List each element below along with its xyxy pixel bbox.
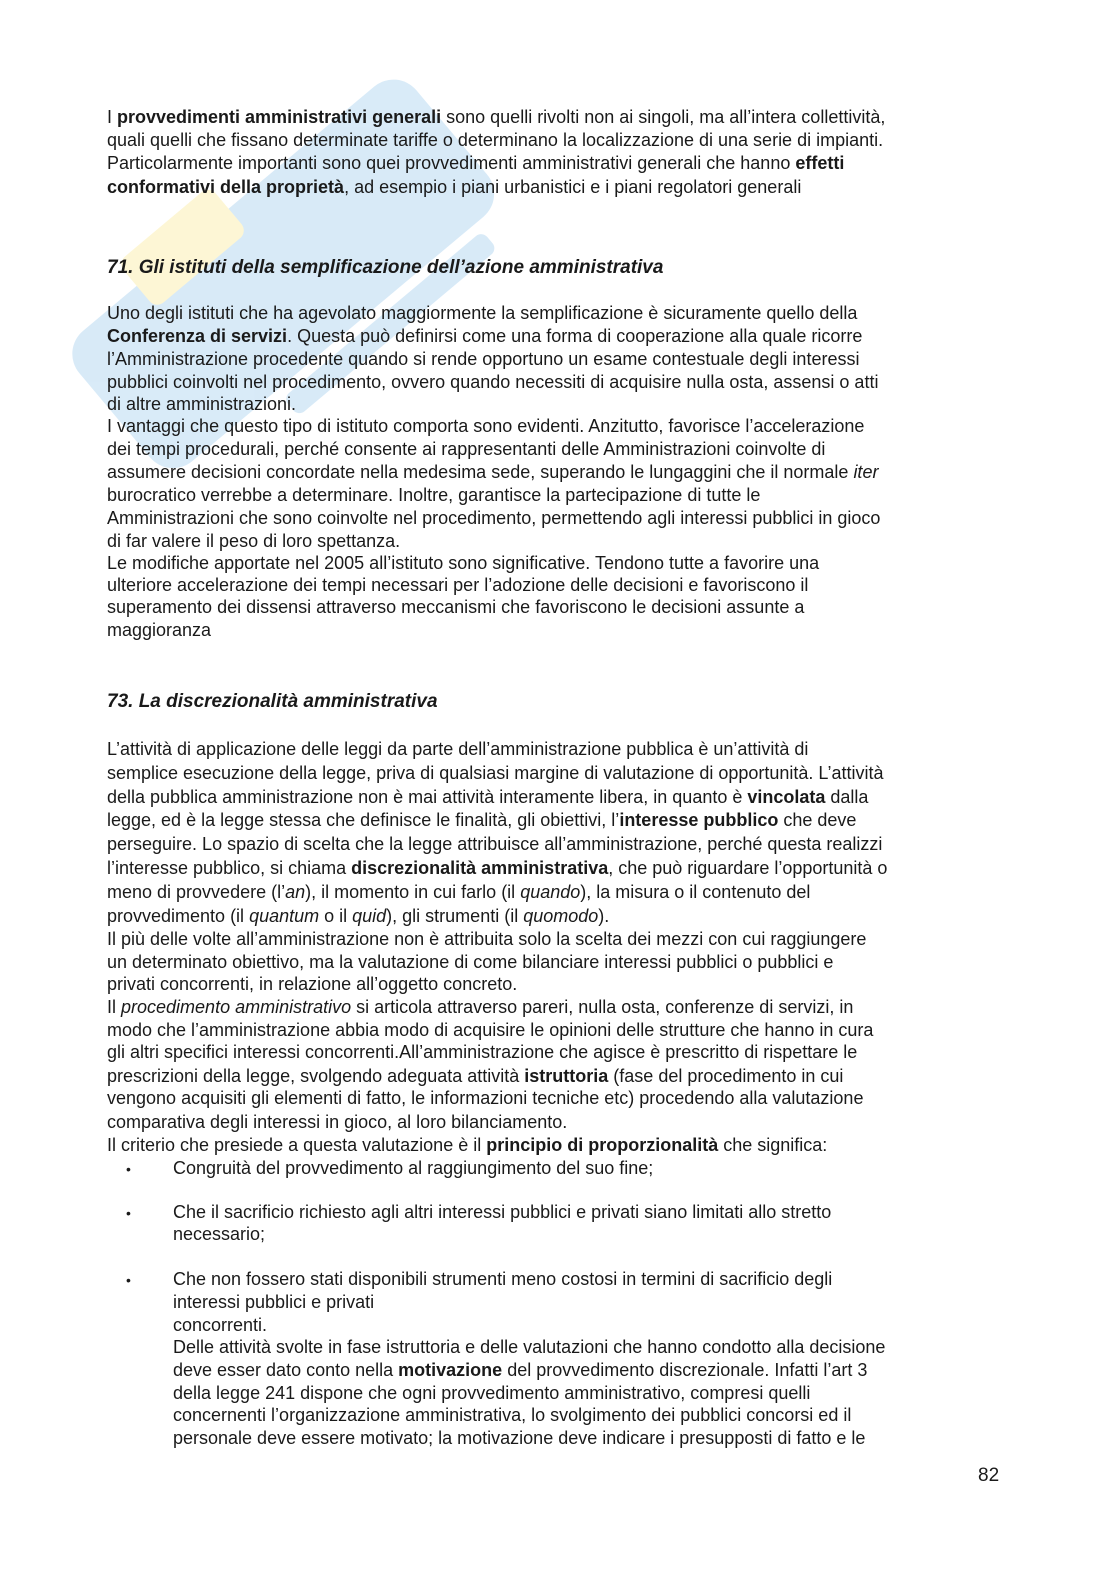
bold-text: discrezionalità amministrativa bbox=[351, 858, 609, 878]
text-span: ), la misura o il contenuto del bbox=[580, 882, 811, 902]
text-line bbox=[107, 738, 808, 760]
text-span: burocratico verrebbe a determinare. Inoltre, garantisce la partecipazione di tutte le bbox=[107, 485, 761, 505]
text-line bbox=[107, 809, 856, 831]
text-line bbox=[107, 415, 864, 437]
text-span: ), il momento in cui farlo (il bbox=[305, 882, 521, 902]
text-line bbox=[173, 1268, 832, 1290]
text-line bbox=[107, 973, 517, 995]
text-span: , che può riguardare l’opportunità o bbox=[608, 858, 888, 878]
italic-text: an bbox=[285, 882, 306, 902]
text-line bbox=[107, 905, 609, 927]
text-span: o il bbox=[319, 906, 353, 926]
text-span: concorrenti. bbox=[173, 1315, 268, 1335]
text-span: , ad esempio i piani urbanistici e i piani regolatori generali bbox=[344, 177, 802, 197]
text-span: concernenti l’organizzazione amministrativa, lo svolgimento dei pubblici concorsi ed il bbox=[173, 1405, 852, 1425]
text-span: provvedimento (il bbox=[107, 906, 250, 926]
text-span: privati concorrenti, in relazione all’oggetto concreto. bbox=[107, 974, 518, 994]
text-line bbox=[107, 951, 833, 973]
text-span: deve esser dato conto nella bbox=[173, 1360, 399, 1380]
text-span: di far valere il peso di loro spettanza. bbox=[107, 531, 401, 551]
text-span: personale deve essere motivato; la motivazione deve indicare i presupposti di fatto e le bbox=[173, 1428, 866, 1448]
bold-text: vincolata bbox=[747, 787, 826, 807]
text-span: di altre amministrazioni. bbox=[107, 394, 297, 414]
text-span: interessi pubblici e privati bbox=[173, 1292, 375, 1312]
text-line bbox=[173, 1404, 851, 1426]
text-line bbox=[107, 1087, 863, 1109]
italic-text: quantum bbox=[249, 906, 320, 926]
bold-text: conformativi della proprietà bbox=[107, 177, 345, 197]
italic-text: procedimento amministrativo bbox=[121, 997, 352, 1017]
text-span: legge, ed è la legge stessa che definisce le finalità, gli obiettivi, l’ bbox=[107, 810, 620, 830]
text-span: quali quelli che fissano determinate tariffe o determinano la localizzazione di una serie di impianti. bbox=[107, 130, 884, 150]
bold-text: provvedimenti amministrativi generali bbox=[117, 107, 442, 127]
text-span: Il bbox=[107, 997, 122, 1017]
text-span: Uno degli istituti che ha agevolato maggiormente la semplificazione è sicuramente quello della bbox=[107, 303, 858, 323]
text-line bbox=[173, 1291, 374, 1313]
italic-text: quid bbox=[352, 906, 387, 926]
text-line bbox=[107, 574, 808, 596]
text-span: . Questa può definirsi come una forma di cooperazione alla quale ricorre bbox=[287, 326, 863, 346]
bold-text: principio di proporzionalità bbox=[486, 1135, 719, 1155]
text-line bbox=[173, 1382, 810, 1404]
text-line bbox=[107, 176, 801, 198]
text-line bbox=[173, 1427, 865, 1449]
bullet-icon: • bbox=[126, 1205, 131, 1221]
text-span: Il criterio che presiede a questa valutazione è il bbox=[107, 1135, 487, 1155]
text-span: della pubblica amministrazione non è mai attività interamente libera, in quanto è bbox=[107, 787, 748, 807]
text-span: modo che l’amministrazione abbia modo di acquisire le opinioni delle strutture che hanno in cura bbox=[107, 1020, 874, 1040]
text-line bbox=[107, 833, 882, 855]
text-line bbox=[107, 371, 878, 393]
text-span: comparativa degli interessi in gioco, al loro bilanciamento. bbox=[107, 1112, 568, 1132]
page-number: 82 bbox=[978, 1465, 1000, 1486]
text-span: che significa: bbox=[718, 1135, 828, 1155]
text-span: vengono acquisiti gli elementi di fatto, le informazioni tecniche etc) procedendo alla valutazione bbox=[107, 1088, 864, 1108]
bullet-icon: • bbox=[126, 1161, 131, 1177]
text-line bbox=[173, 1359, 867, 1381]
bullet-icon: • bbox=[126, 1272, 131, 1288]
text-span: Che il sacrificio richiesto agli altri interessi pubblici e privati siano limitati allo stretto bbox=[173, 1202, 832, 1222]
text-line bbox=[173, 1314, 267, 1336]
text-span: (fase del procedimento in cui bbox=[608, 1066, 844, 1086]
text-span: l’interesse pubblico, si chiama bbox=[107, 858, 352, 878]
bold-text: Conferenza di servizi bbox=[107, 326, 288, 346]
text-span: assumere decisioni concordate nella medesima sede, superando le lungaggini che il normale bbox=[107, 462, 854, 482]
italic-text: quando bbox=[520, 882, 581, 902]
text-span: dalla bbox=[825, 787, 869, 807]
text-line bbox=[107, 928, 866, 950]
text-line bbox=[107, 302, 857, 324]
text-line bbox=[107, 348, 859, 370]
text-line bbox=[107, 106, 885, 128]
bold-text: motivazione bbox=[398, 1360, 503, 1380]
text-line bbox=[107, 152, 844, 174]
text-line bbox=[107, 507, 880, 529]
text-line bbox=[107, 857, 887, 879]
text-span: Delle attività svolte in fase istruttoria e delle valutazioni che hanno condotto alla decisione bbox=[173, 1337, 886, 1357]
text-span: Congruità del provvedimento al raggiungimento del suo fine; bbox=[173, 1158, 654, 1178]
text-line bbox=[107, 762, 883, 784]
text-line bbox=[173, 1201, 831, 1223]
text-span: Particolarmente importanti sono quei provvedimenti amministrativi generali che hanno bbox=[107, 153, 796, 173]
text-line bbox=[173, 1336, 885, 1358]
bold-text: interesse pubblico bbox=[619, 810, 779, 830]
text-line bbox=[107, 1041, 857, 1063]
text-span: semplice esecuzione della legge, priva di qualsiasi margine di valutazione di opportunità. L’attività bbox=[107, 763, 884, 783]
text-span: meno di provvedere (l’ bbox=[107, 882, 286, 902]
text-span: che deve bbox=[778, 810, 857, 830]
text-span: del provvedimento discrezionale. Infatti l’art 3 bbox=[502, 1360, 868, 1380]
text-span: prescrizioni della legge, svolgendo adeguata attività bbox=[107, 1066, 525, 1086]
text-span: Le modifiche apportate nel 2005 all’istituto sono significative. Tendono tutte a favorire una bbox=[107, 553, 820, 573]
text-line bbox=[107, 619, 211, 641]
bold-text: effetti bbox=[795, 153, 845, 173]
text-span: pubblici coinvolti nel procedimento, ovvero quando necessiti di acquisire nulla osta, assensi o atti bbox=[107, 372, 879, 392]
text-span: Il più delle volte all’amministrazione non è attribuita solo la scelta dei mezzi con cui raggiungere bbox=[107, 929, 867, 949]
text-line bbox=[107, 596, 804, 618]
text-span: perseguire. Lo spazio di scelta che la legge attribuisce all’amministrazione, perché questa realizzi bbox=[107, 834, 883, 854]
text-span: sono quelli rivolti non ai singoli, ma all’intera collettività, bbox=[441, 107, 886, 127]
italic-text: iter bbox=[853, 462, 879, 482]
text-line bbox=[107, 129, 883, 151]
section-heading bbox=[107, 691, 438, 713]
section-heading bbox=[107, 257, 663, 279]
text-line bbox=[107, 1111, 567, 1133]
text-span: I bbox=[107, 107, 118, 127]
text-line bbox=[107, 484, 760, 506]
text-line bbox=[173, 1157, 653, 1179]
text-span: dei tempi procedurali, perché consente ai rappresentanti delle Amministrazioni coinvolte di bbox=[107, 439, 826, 459]
text-span: maggioranza bbox=[107, 620, 212, 640]
text-span: un determinato obiettivo, ma la valutazione di come bilanciare interessi pubblici o pubblici e bbox=[107, 952, 834, 972]
text-span: Che non fossero stati disponibili strumenti meno costosi in termini di sacrificio degli bbox=[173, 1269, 833, 1289]
italic-text: quomodo bbox=[523, 906, 599, 926]
text-line bbox=[107, 438, 825, 460]
text-line bbox=[107, 1134, 827, 1156]
text-line bbox=[107, 996, 853, 1018]
text-line bbox=[107, 552, 819, 574]
text-span: superamento dei dissensi attraverso meccanismi che favoriscono le decisioni assunte a bbox=[107, 597, 805, 617]
bold-text: istruttoria bbox=[524, 1066, 609, 1086]
text-span: 71. Gli istituti della semplificazione dell’azione amministrativa bbox=[107, 257, 664, 278]
text-span: ), gli strumenti (il bbox=[386, 906, 524, 926]
text-span: necessario; bbox=[173, 1224, 266, 1244]
text-line bbox=[107, 1065, 843, 1087]
text-line bbox=[107, 1019, 873, 1041]
text-span: ulteriore accelerazione dei tempi necessari per l’adozione delle decisioni e favoriscono il bbox=[107, 575, 809, 595]
text-span: L’attività di applicazione delle leggi da parte dell’amministrazione pubblica è un’attività di bbox=[107, 739, 809, 759]
text-line bbox=[107, 881, 810, 903]
text-span: della legge 241 dispone che ogni provvedimento amministrativo, compresi quelli bbox=[173, 1383, 811, 1403]
text-line bbox=[107, 325, 862, 347]
text-span: gli altri specifici interessi concorrenti.All’amministrazione che agisce è prescritto di rispettare le bbox=[107, 1042, 858, 1062]
text-line bbox=[107, 530, 400, 552]
text-line bbox=[107, 461, 878, 483]
text-span: ). bbox=[598, 906, 610, 926]
text-line bbox=[107, 786, 868, 808]
text-line bbox=[173, 1223, 265, 1245]
text-span: I vantaggi che questo tipo di istituto comporta sono evidenti. Anzitutto, favorisce l’accelerazione bbox=[107, 416, 865, 436]
text-span: si articola attraverso pareri, nulla osta, conferenze di servizi, in bbox=[351, 997, 854, 1017]
text-span: 73. La discrezionalità amministrativa bbox=[107, 691, 438, 712]
text-span: Amministrazioni che sono coinvolte nel procedimento, permettendo agli interessi pubblici in gioco bbox=[107, 508, 881, 528]
text-line bbox=[107, 393, 296, 415]
text-span: l’Amministrazione procedente quando si rende opportuno un esame contestuale degli interessi bbox=[107, 349, 860, 369]
